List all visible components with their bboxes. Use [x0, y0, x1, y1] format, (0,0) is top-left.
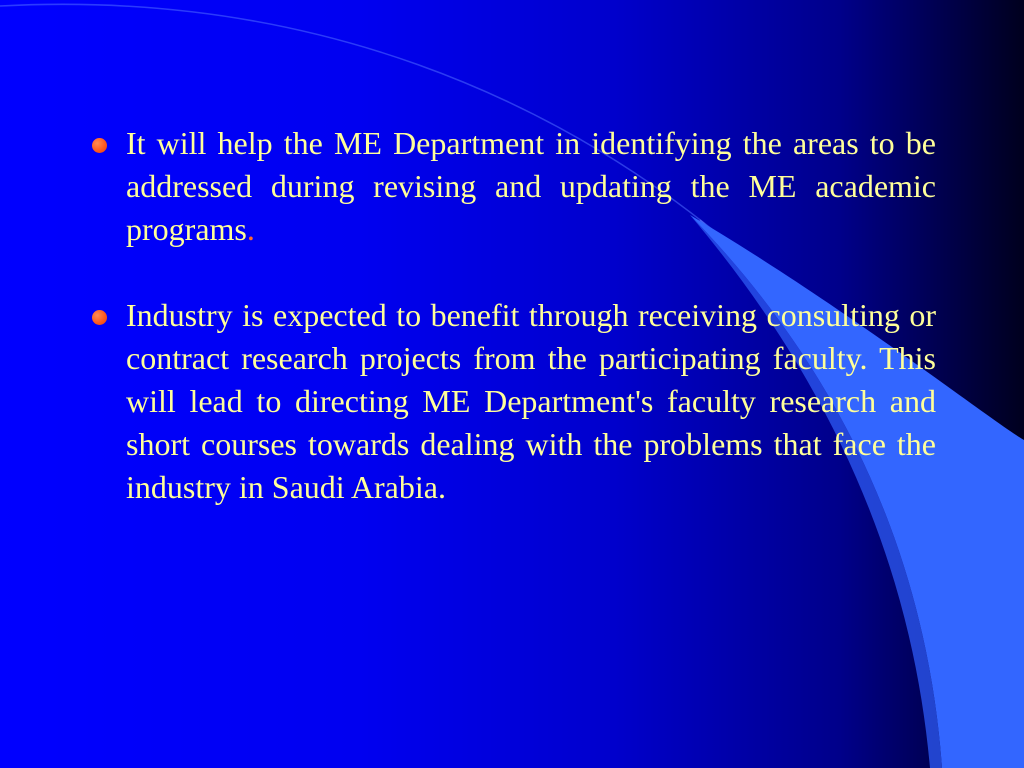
- bullet-text: Industry is expected to benefit through receiving consulting or contract research projects from the participating faculty. This will lead to directing ME Department's faculty research and short courses towards dealing with the problems that face the industry in Saudi Arabia.: [126, 297, 936, 505]
- bullet-dot-icon: [92, 138, 107, 153]
- bullet-item: [92, 122, 936, 251]
- bullet-item: [92, 294, 936, 509]
- bullet-terminator: .: [246, 211, 255, 247]
- bullet-dot-icon: [92, 310, 107, 325]
- bullet-list: [92, 122, 936, 509]
- bullet-text: It will help the ME Department in identifying the areas to be addressed during revising and updating the ME academic programs: [126, 125, 936, 247]
